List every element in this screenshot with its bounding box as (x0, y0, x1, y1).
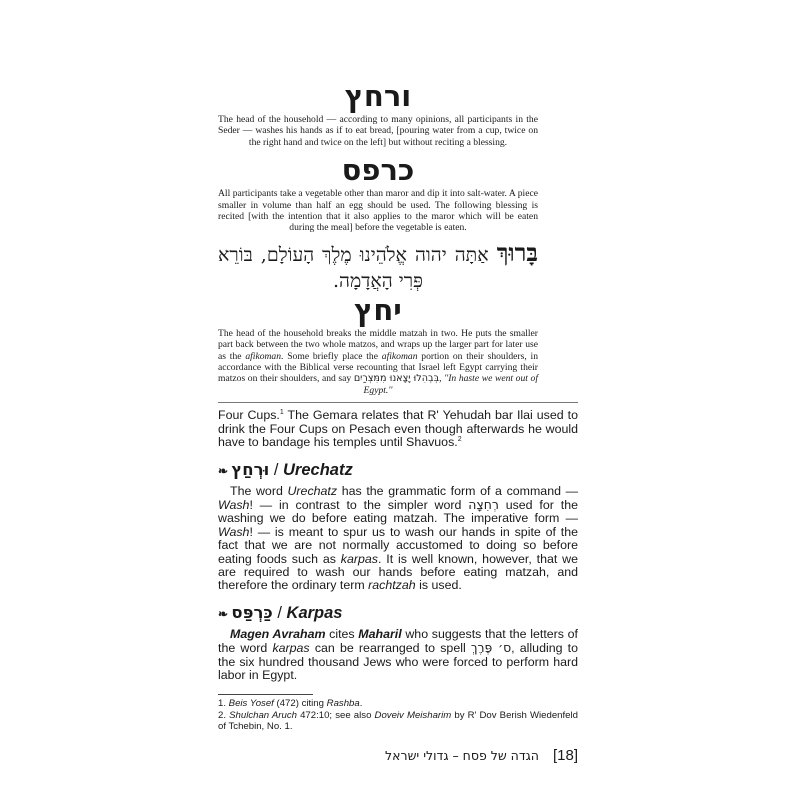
text: Shulchan Aruch (229, 709, 297, 721)
text: Magen Avraham (230, 626, 326, 641)
ornament-icon: ❧ (218, 463, 232, 478)
text: Doveiv Meisharim (374, 709, 452, 721)
text: 1. (218, 698, 229, 710)
karpas-paragraph (218, 628, 578, 683)
footnote-ref[interactable]: 1 (279, 409, 284, 417)
text: cites (325, 626, 359, 641)
heading-english: Karpas (286, 603, 343, 622)
footnote-divider (218, 694, 313, 695)
karpas-instructions: All participants take a vegetable other than maror and dip it into salt-water. A piece smaller in volume than half an egg should be used. The following blessing is recited [with the intention that it also applies to the maror which will be eaten during the meal] before the vegetable is eaten. (218, 188, 538, 234)
page-number: [18] (552, 746, 578, 764)
karpas-blessing (218, 237, 538, 294)
text: Urechatz (287, 483, 338, 498)
text: Wash (218, 524, 250, 539)
text: 472:10; see also (296, 709, 375, 721)
text: Four Cups. (218, 408, 280, 423)
hebrew-word: ס׳ פֶּרֶךְ (470, 640, 512, 656)
separator: / (277, 603, 282, 622)
text: . Some briefly place the (281, 350, 382, 362)
text: karpas (340, 551, 378, 566)
text: Beis Yosef (228, 698, 274, 710)
text: , alluding to the six hundred thousand Jews who were forced to perform hard labor in Egypt. (218, 641, 578, 682)
heading-hebrew: כַּרְפַּס (231, 602, 273, 622)
instructions-section (218, 80, 538, 396)
text: Maharil (358, 626, 402, 641)
urechatz-heading (218, 460, 578, 481)
text: Rashba (326, 698, 360, 710)
intro-paragraph (218, 409, 578, 449)
heading-english: Urechatz (283, 460, 353, 479)
text: by R' Dov Berish Wiedenfeld of Tchebin, No. 1. (218, 709, 578, 733)
text: , ''In haste we went out of Egypt.'' (363, 373, 539, 396)
text: portion on their shoulders, in accordance with the Biblical verse recounting that Israel left Egypt carrying their matzos on their shoulders, and say (218, 350, 539, 385)
text: . It is well known, however, that we are required to wash our hands before eating matzah, and therefore the ordinary term (218, 551, 578, 593)
separator: / (273, 460, 279, 479)
text: karpas (272, 641, 310, 656)
commentary (218, 409, 578, 732)
text: has the grammatic form of a command — (337, 483, 579, 498)
footnote-2 (218, 710, 578, 733)
ornament-icon: ❧ (218, 606, 232, 621)
section-divider (218, 402, 578, 403)
text: who suggests that the letters of the word (218, 626, 578, 656)
yachatz-instructions (218, 328, 538, 396)
text: . (359, 698, 363, 710)
heading-hebrew: וּרְחַץ (231, 459, 270, 479)
hebrew-word: רְחִצָה (468, 496, 499, 512)
running-title: הגדה של פסח – גדולי ישראל (385, 747, 539, 763)
text: (472) citing (273, 698, 327, 710)
urechatz-paragraph (218, 485, 578, 593)
blessing-text: אַתָּה יהוה אֱלֹהֵינוּ מֶלֶךְ הָעוֹלָם, בּוֹרֵא פְּרִי הָאֲדָמָה. (218, 243, 489, 292)
text: afikoman (381, 350, 418, 362)
text: afikoman (245, 350, 282, 362)
text: The word (230, 483, 288, 498)
text: Wash (218, 497, 250, 512)
urechatz-instructions: The head of the household — according to many opinions, all participants in the Seder — washes his hands as if to eat bread, [pouring water from a cup, twice on the right hand and twice on the left] but without reciting a blessing. (218, 114, 538, 148)
urechatz-title: ורחץ (344, 79, 412, 113)
text: The head of the household breaks the middle matzah in two. He puts the smaller part back between the two whole matzos, and wraps up the larger part for later use as the (218, 327, 538, 362)
page-footer (218, 747, 578, 785)
footnote-1 (218, 698, 578, 709)
text: can be rearranged to spell (309, 641, 471, 656)
text: The Gemara relates that R' Yehudah bar Ilai used to drink the Four Cups on Pesach even though afterwards he would have to bandage his temples until Shavuos. (218, 408, 578, 450)
yachatz-title: יחץ (354, 292, 402, 327)
karpas-heading (218, 603, 578, 624)
text: ! — in contrast to the simpler word (249, 497, 469, 512)
text: used for the washing we do before eating matzah. The imperative form — (218, 497, 578, 526)
text: ! — is meant to spur us to wash our hands in spite of the fact that we are not normally accustomed to doing so before eating foods such as (218, 524, 578, 566)
blessing-first-word: בָּרוּךְ (496, 237, 538, 267)
page-column (218, 0, 578, 785)
text: 2. (218, 709, 230, 721)
hebrew-verse: בְּבְהִלוּ יָצָאנוּ מִמִּצְרַיִם (353, 373, 440, 385)
text: rachtzah (368, 578, 416, 593)
karpas-title: כרפס (341, 153, 415, 188)
footnote-ref[interactable]: 2 (457, 435, 462, 443)
text: is used. (415, 578, 462, 593)
